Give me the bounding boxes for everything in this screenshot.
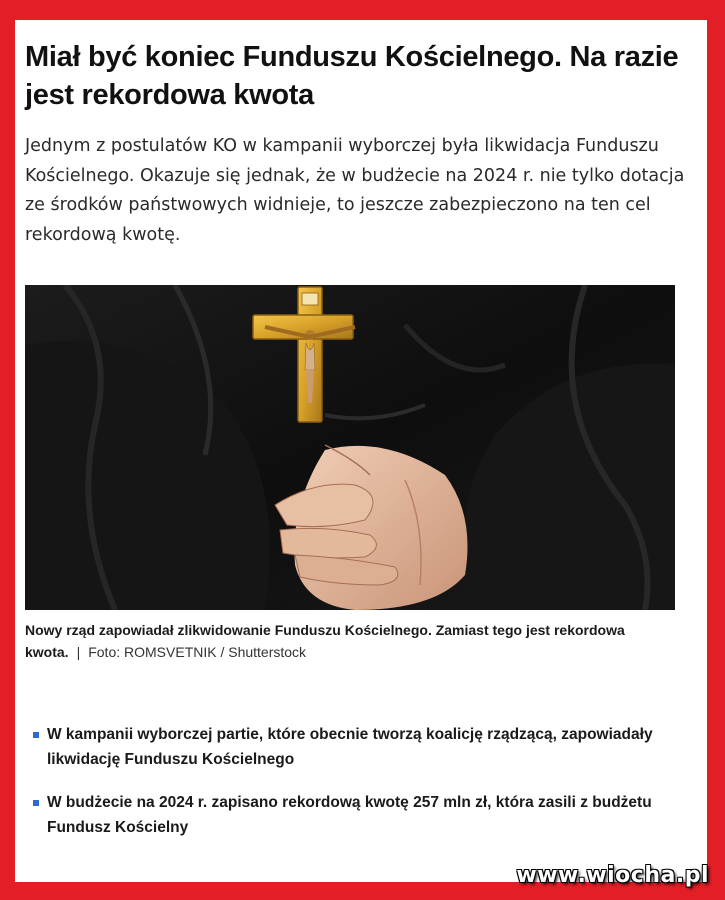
photo-caption [25,619,675,663]
key-point [33,790,683,840]
article-headline: Miał być koniec Funduszu Kościelnego. Na razie jest rekordowa kwota [25,41,679,111]
photo-credit: Foto: ROMSVETNIK / Shutterstock [88,644,307,660]
bullet-square-icon [33,732,39,738]
caption-separator: | [76,644,81,660]
site-watermark: www.wiocha.pl [516,863,709,888]
article-photo [25,285,675,610]
bullet-square-icon [33,800,39,806]
article-card [15,20,707,882]
key-point-text: W budżecie na 2024 r. zapisano rekordową kwotę 257 mln zł, która zasili z budżetu Fundusz Kościelny [47,794,652,836]
article-lead: Jednym z postulatów KO w kampanii wyborczej była likwidacja Funduszu Kościelnego. Okazuje się jednak, że w budżecie na 2024 r. nie tylko dotacja ze środków państwowych widnieje, to jeszcze zabezpieczono na ten cel rekordową kwotę. [25,136,685,245]
key-point-text: W kampanii wyborczej partie, które obecnie tworzą koalicję rządzącą, zapowiadały likwidację Funduszu Kościelnego [47,726,653,768]
key-point [33,722,683,772]
key-points-list [33,722,683,858]
caption-text: Nowy rząd zapowiadał zlikwidowanie Funduszu Kościelnego. Zamiast tego jest rekordowa kwota. [25,622,625,660]
